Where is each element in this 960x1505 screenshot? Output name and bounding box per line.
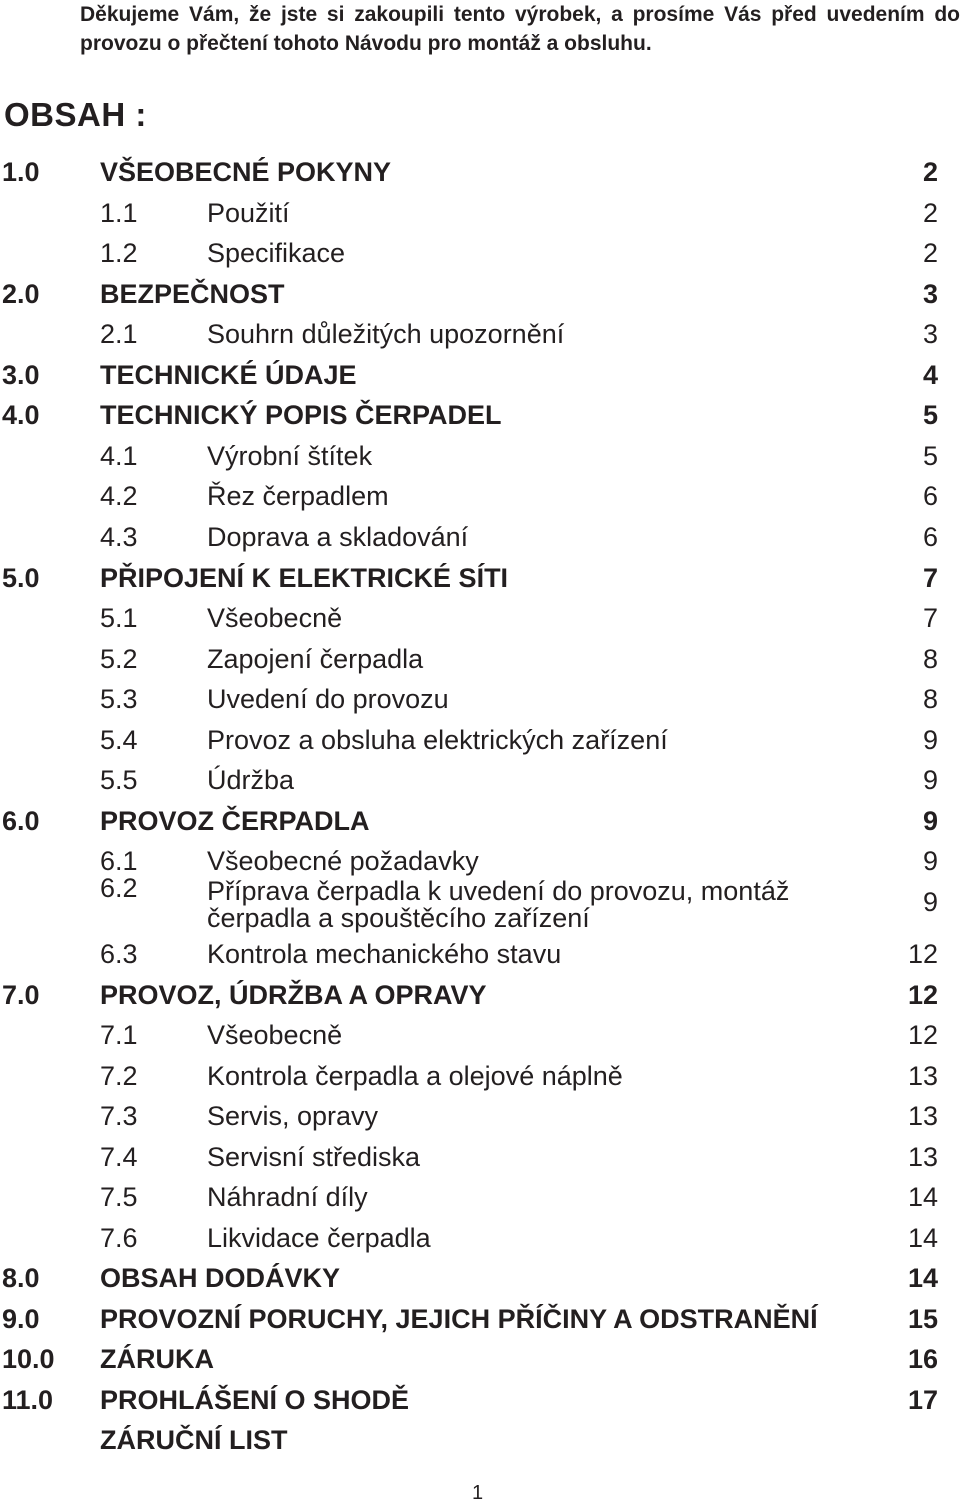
toc-title: Řez čerpadlem — [207, 481, 389, 511]
toc-entry[interactable] — [0, 233, 960, 273]
toc-entry[interactable] — [0, 193, 960, 233]
toc-entry[interactable] — [0, 1218, 960, 1258]
toc-page: 7 — [922, 563, 938, 593]
toc-page: 12 — [907, 939, 938, 969]
toc-title: Servisní střediska — [207, 1142, 421, 1172]
toc-entry[interactable] — [0, 1096, 960, 1136]
toc-number: 10.0 — [2, 1344, 55, 1374]
toc-page: 2 — [922, 157, 938, 187]
toc-number: 2.1 — [100, 319, 138, 349]
toc-page: 5 — [922, 441, 938, 471]
toc-title — [207, 878, 789, 932]
toc-number: 7.0 — [2, 980, 40, 1010]
toc-title: Všeobecně — [207, 603, 343, 633]
toc-entry[interactable] — [0, 1056, 960, 1096]
toc-title: Údržba — [207, 765, 295, 795]
toc-number: 5.0 — [2, 563, 40, 593]
toc-entry[interactable] — [0, 720, 960, 760]
toc-page: 14 — [907, 1263, 938, 1293]
toc-page: 2 — [922, 238, 938, 268]
toc-number: 6.2 — [100, 873, 138, 903]
toc-entry[interactable] — [0, 598, 960, 638]
toc-page: 8 — [922, 684, 938, 714]
toc-entry[interactable] — [0, 355, 960, 395]
toc-page: 6 — [922, 522, 938, 552]
toc-entry[interactable] — [0, 868, 960, 938]
toc-page: 15 — [907, 1304, 938, 1334]
toc-entry[interactable] — [0, 1258, 960, 1298]
toc-number: 4.2 — [100, 481, 138, 511]
toc-title: Všeobecně — [207, 1020, 343, 1050]
toc-title-line: Příprava čerpadla k uvedení do provozu, montáž — [207, 876, 790, 906]
toc-number: 1.1 — [100, 198, 138, 228]
toc-title: PROVOZ ČERPADLA — [100, 806, 370, 836]
toc-entry[interactable] — [0, 314, 960, 354]
intro-paragraph: Děkujeme Vám, že jste si zakoupili tento výrobek, a prosíme Vás před uvedením do provozu o přečtení tohoto Návodu pro montáž a obsluhu. — [80, 3, 960, 55]
toc-title: PŘIPOJENÍ K ELEKTRICKÉ SÍTI — [100, 563, 509, 593]
toc-title: PROHLÁŠENÍ O SHODĚ — [100, 1385, 410, 1415]
toc-entry[interactable] — [0, 395, 960, 435]
toc-number: 7.4 — [100, 1142, 138, 1172]
toc-title: Likvidace čerpadla — [207, 1223, 431, 1253]
toc-page: 2 — [922, 198, 938, 228]
toc-page: 9 — [922, 887, 938, 917]
toc-title: Kontrola mechanického stavu — [207, 939, 562, 969]
toc-entry[interactable] — [0, 1177, 960, 1217]
toc-title: Servis, opravy — [207, 1101, 379, 1131]
toc-number: 5.3 — [100, 684, 138, 714]
toc-page: 5 — [922, 400, 938, 430]
toc-number: 1.0 — [2, 157, 40, 187]
toc-number: 6.3 — [100, 939, 138, 969]
toc-title: ZÁRUKA — [100, 1344, 214, 1374]
toc-entry[interactable] — [0, 1380, 960, 1420]
toc-page: 9 — [922, 806, 938, 836]
toc-number: 7.5 — [100, 1182, 138, 1212]
toc-entry[interactable] — [0, 1420, 960, 1460]
toc-number: 4.0 — [2, 400, 40, 430]
toc-entry[interactable] — [0, 1137, 960, 1177]
toc-number: 4.3 — [100, 522, 138, 552]
toc-number: 7.1 — [100, 1020, 138, 1050]
toc-title: VŠEOBECNÉ POKYNY — [100, 157, 392, 187]
toc-title: BEZPEČNOST — [100, 279, 285, 309]
toc-page: 14 — [907, 1182, 938, 1212]
toc-page: 16 — [907, 1344, 938, 1374]
toc-page: 4 — [922, 360, 938, 390]
toc-title: Specifikace — [207, 238, 346, 268]
toc-number: 3.0 — [2, 360, 40, 390]
toc-entry[interactable] — [0, 436, 960, 476]
toc-entry[interactable] — [0, 679, 960, 719]
toc-title: Kontrola čerpadla a olejové náplně — [207, 1061, 623, 1091]
toc-number: 9.0 — [2, 1304, 40, 1334]
toc-number: 11.0 — [2, 1385, 54, 1415]
toc-entry[interactable] — [0, 517, 960, 557]
toc-title: PROVOZNÍ PORUCHY, JEJICH PŘÍČINY A ODSTRANĚNÍ — [100, 1304, 818, 1334]
toc-page: 17 — [907, 1385, 938, 1415]
toc-entry[interactable] — [0, 639, 960, 679]
toc-title: ZÁRUČNÍ LIST — [100, 1425, 288, 1455]
toc-page: 9 — [922, 725, 938, 755]
toc-title: Výrobní štítek — [207, 441, 373, 471]
toc-number: 1.2 — [100, 238, 138, 268]
toc-entry[interactable] — [0, 760, 960, 800]
toc-page: 13 — [907, 1142, 938, 1172]
toc-entry[interactable] — [0, 1299, 960, 1339]
toc-title: Provoz a obsluha elektrických zařízení — [207, 725, 668, 755]
toc-title: Všeobecné požadavky — [207, 846, 479, 876]
toc-page: 12 — [907, 980, 938, 1010]
toc-number: 7.3 — [100, 1101, 138, 1131]
toc-number: 5.2 — [100, 644, 138, 674]
toc-title: Zapojení čerpadla — [207, 644, 424, 674]
toc-number: 6.1 — [100, 846, 138, 876]
toc-number: 6.0 — [2, 806, 40, 836]
toc-number: 5.1 — [100, 603, 138, 633]
toc-page: 3 — [922, 319, 938, 349]
toc-entry[interactable] — [0, 274, 960, 314]
toc-number: 5.5 — [100, 765, 138, 795]
toc-entry[interactable] — [0, 476, 960, 516]
toc-title-line: čerpadla a spouštěcího zařízení — [207, 903, 590, 933]
toc-title: Uvedení do provozu — [207, 684, 449, 714]
toc-page: 7 — [922, 603, 938, 633]
toc-entry[interactable] — [0, 152, 960, 192]
toc-page: 9 — [922, 846, 938, 876]
page-number: 1 — [472, 1482, 484, 1504]
toc-page: 3 — [922, 279, 938, 309]
toc-title: TECHNICKÝ POPIS ČERPADEL — [100, 400, 502, 430]
toc-entry[interactable] — [0, 1339, 960, 1379]
toc-page: 9 — [922, 765, 938, 795]
toc-entry[interactable] — [0, 801, 960, 841]
toc-title: Doprava a skladování — [207, 522, 469, 552]
toc-entry[interactable] — [0, 558, 960, 598]
toc-page: 8 — [922, 644, 938, 674]
toc-title: OBSAH DODÁVKY — [100, 1263, 341, 1293]
toc-number: 4.1 — [100, 441, 138, 471]
toc-page: 14 — [907, 1223, 938, 1253]
toc-page: 13 — [907, 1061, 938, 1091]
toc-entry[interactable] — [0, 934, 960, 974]
toc-entry[interactable] — [0, 1015, 960, 1055]
toc-number: 7.6 — [100, 1223, 138, 1253]
toc-title: Náhradní díly — [207, 1182, 368, 1212]
toc-number: 5.4 — [100, 725, 138, 755]
toc-title: Souhrn důležitých upozornění — [207, 319, 565, 349]
toc-page: 6 — [922, 481, 938, 511]
toc-number: 7.2 — [100, 1061, 138, 1091]
contents-heading: OBSAH : — [4, 96, 147, 133]
toc-entry[interactable] — [0, 975, 960, 1015]
toc-title: TECHNICKÉ ÚDAJE — [100, 360, 357, 390]
toc-page: 12 — [907, 1020, 938, 1050]
toc-title: PROVOZ, ÚDRŽBA A OPRAVY — [100, 980, 487, 1010]
toc-number: 2.0 — [2, 279, 40, 309]
toc-number: 8.0 — [2, 1263, 40, 1293]
toc-title: Použití — [207, 198, 290, 228]
toc-page: 13 — [907, 1101, 938, 1131]
